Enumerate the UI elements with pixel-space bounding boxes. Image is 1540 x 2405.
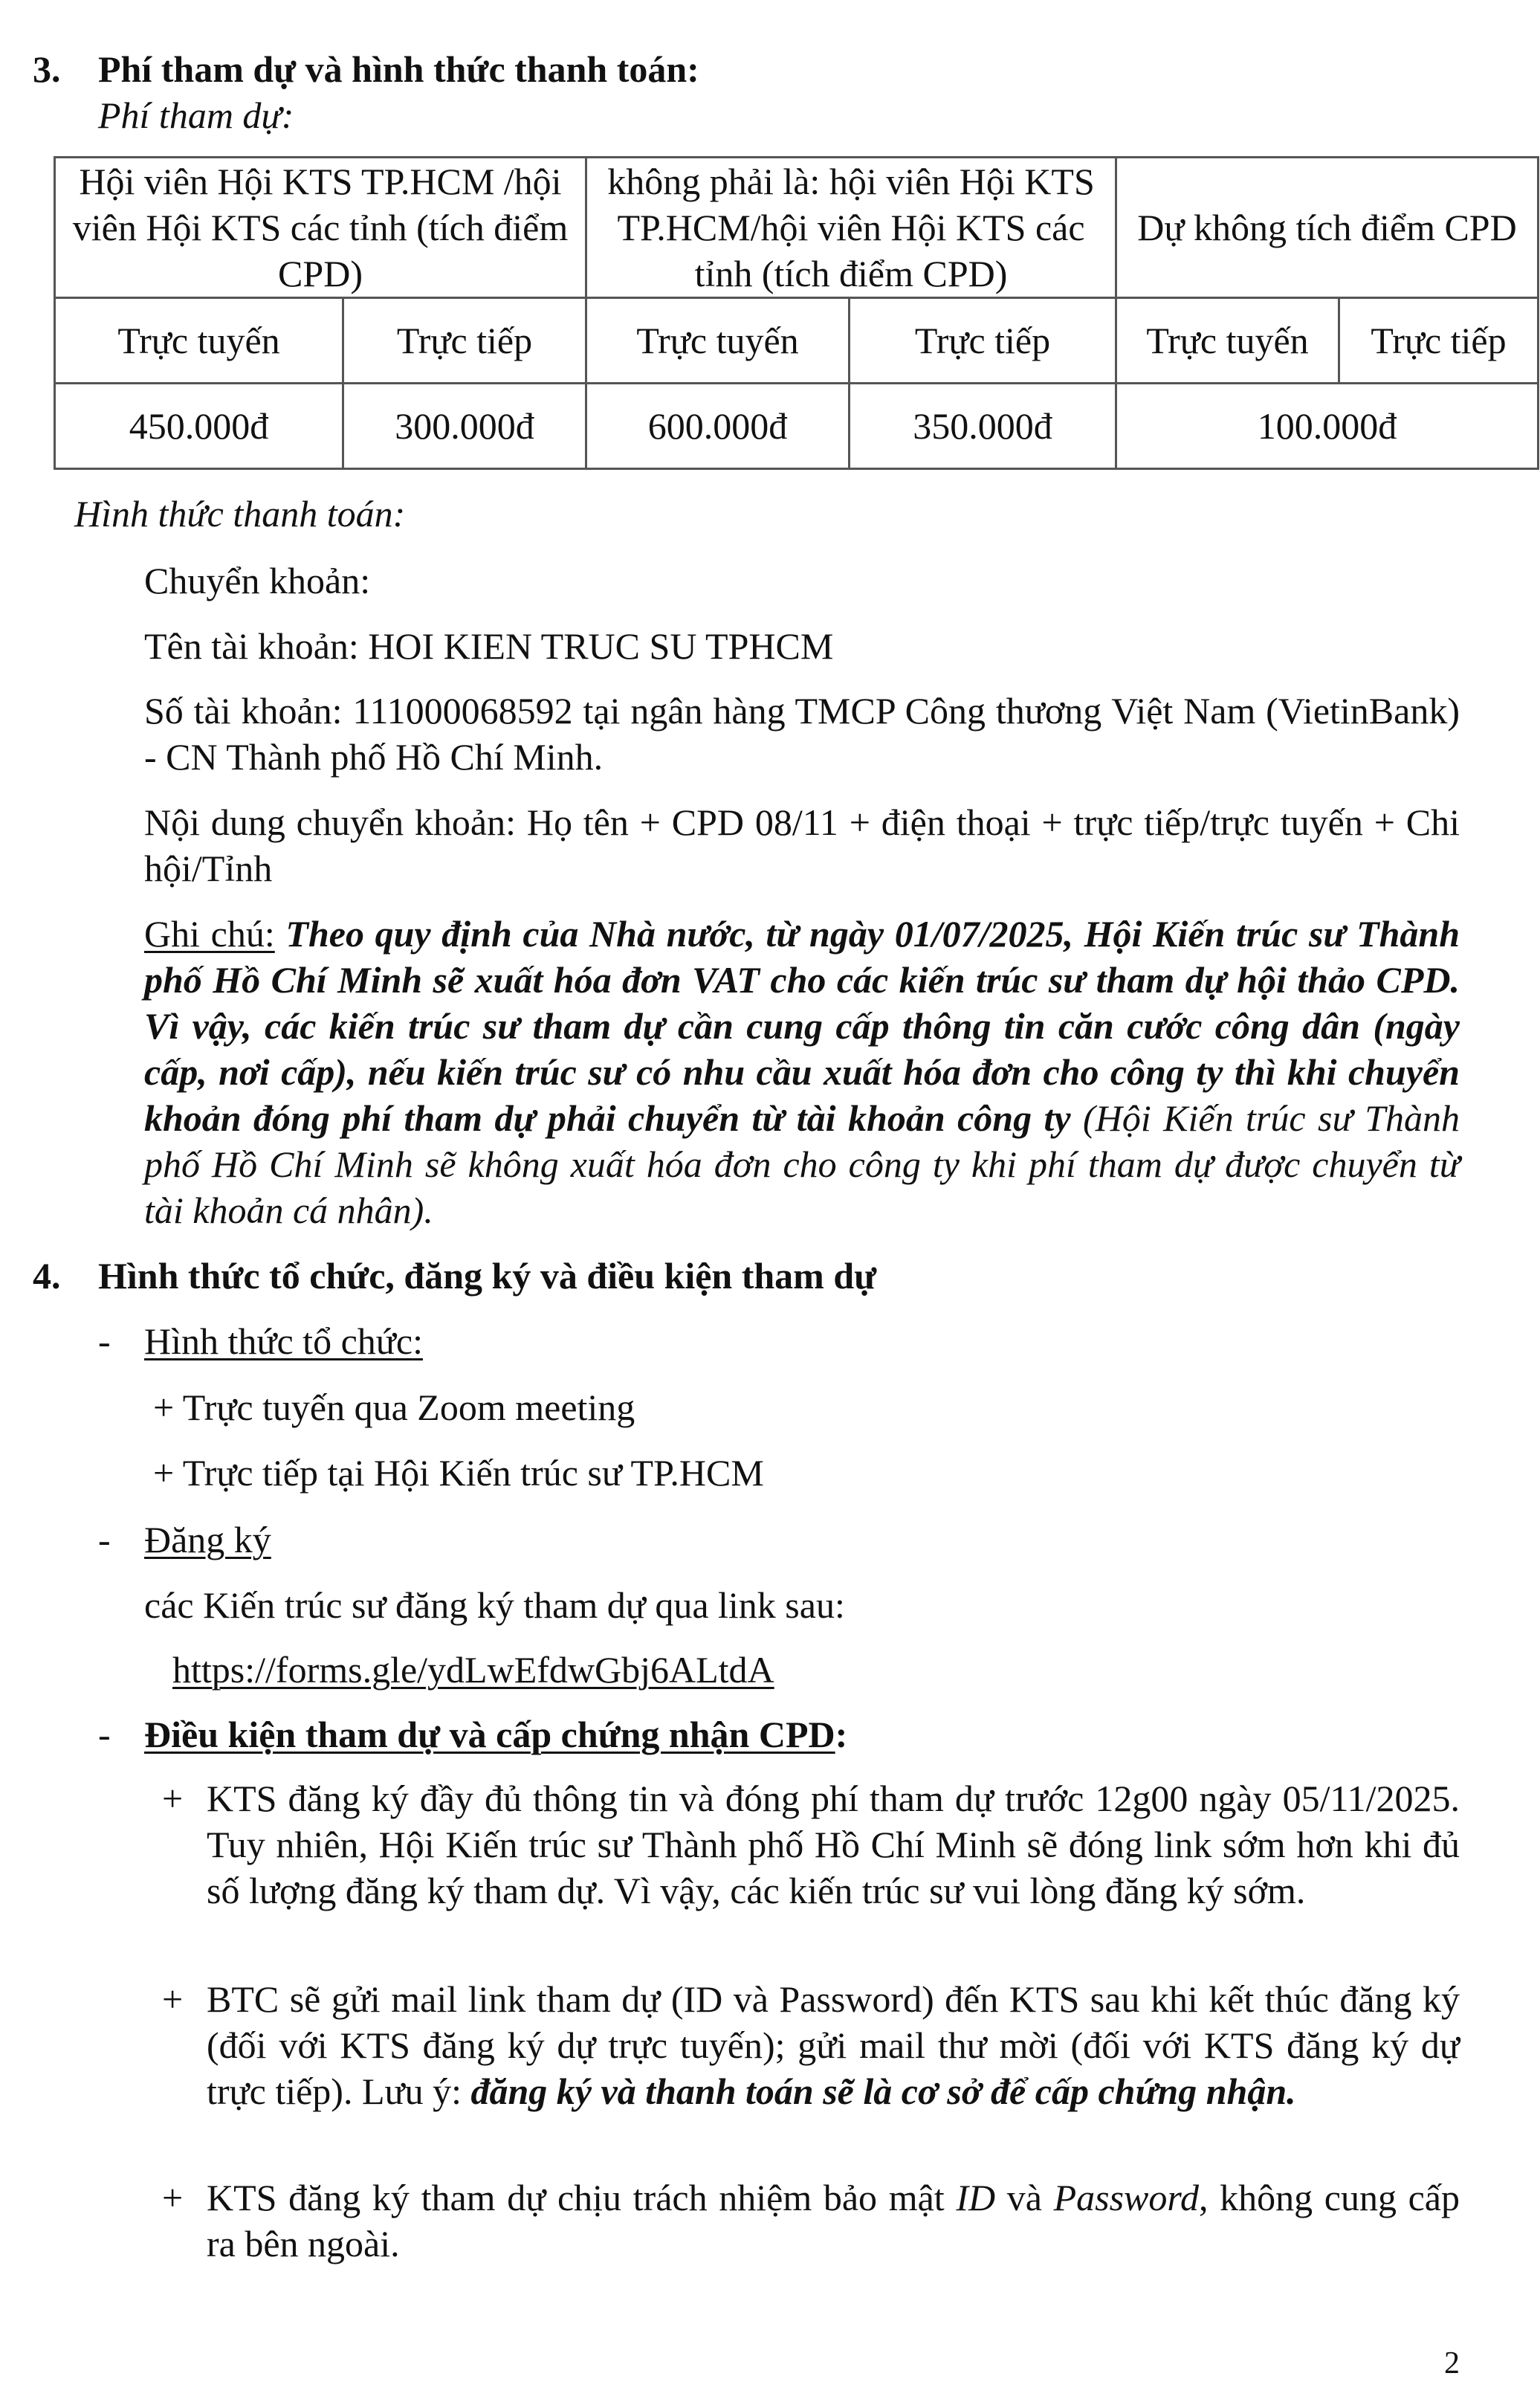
section-4-number: 4.: [33, 1255, 61, 1297]
account-name: Tên tài khoản: HOI KIEN TRUC SU TPHCM: [144, 625, 834, 667]
condition-text-part: và: [995, 2177, 1054, 2218]
price-cell: 600.000đ: [586, 384, 850, 469]
dash-bullet: -: [98, 1714, 111, 1755]
plus-bullet: +: [162, 1778, 184, 1819]
account-number: Số tài khoản: 111000068592 tại ngân hàng TMCP Công thương Việt Nam (VietinBank) - CN Thành phố Hồ Chí Minh.: [144, 690, 1460, 778]
payment-subtitle: Hình thức thanh toán:: [74, 493, 406, 535]
plus-bullet: +: [162, 2177, 184, 2218]
condition-item: [162, 2175, 1460, 2267]
table-row: [55, 384, 1539, 469]
table-row: [55, 158, 1539, 298]
organization-item-in-person: + Trực tiếp tại Hội Kiến trúc sư TP.HCM: [153, 1452, 764, 1494]
dash-bullet: -: [98, 1519, 111, 1560]
header-no-cpd-group: Dự không tích điểm CPD: [1116, 158, 1539, 298]
mode-cell: Trực tiếp: [1339, 298, 1539, 384]
mode-cell: Trực tuyến: [55, 298, 343, 384]
organization-colon: :: [412, 1320, 423, 1362]
condition-text-part: KTS đăng ký tham dự chịu trách nhiệm bảo mật: [207, 2177, 957, 2218]
table-row: [55, 298, 1539, 384]
transfer-content: Nội dung chuyển khoản: Họ tên + CPD 08/11 + điện thoại + trực tiếp/trực tuyến + Chi hội/Tỉnh: [144, 801, 1460, 889]
note-italic: (Hội Kiến trúc sư Thành phố Hồ Chí Minh sẽ không xuất hóa đơn cho công ty khi phí tham dự được chuyển từ tài khoản cá nhân).: [144, 1097, 1460, 1231]
condition-text-id: ID: [956, 2177, 996, 2218]
note-label: Ghi chú:: [144, 913, 275, 955]
dash-bullet: -: [98, 1320, 111, 1362]
condition-text: [207, 1976, 1460, 2114]
organization-heading: [144, 1318, 423, 1364]
mode-cell: Trực tiếp: [343, 298, 586, 384]
organization-item-online: + Trực tuyến qua Zoom meeting: [153, 1386, 635, 1428]
condition-text-emphasis: đăng ký và thanh toán sẽ là cơ sở để cấp chứng nhận.: [470, 2070, 1296, 2112]
registration-text: các Kiến trúc sư đăng ký tham dự qua link sau:: [144, 1584, 845, 1626]
condition-text-part: , không cung cấp ra bên ngoài.: [207, 2177, 1460, 2264]
mode-cell: Trực tuyến: [1116, 298, 1339, 384]
section-3-number: 3.: [33, 48, 61, 90]
price-cell: 450.000đ: [55, 384, 343, 469]
condition-text: [207, 2175, 1460, 2267]
price-cell: 300.000đ: [343, 384, 586, 469]
registration-link[interactable]: https://forms.gle/ydLwEfdwGbj6ALtdA: [172, 1649, 774, 1691]
registration-heading: Đăng ký: [144, 1519, 271, 1560]
page-number: 2: [1444, 2346, 1460, 2380]
condition-item: [162, 1775, 1460, 1914]
price-cell: 100.000đ: [1116, 384, 1539, 469]
price-cell: 350.000đ: [850, 384, 1116, 469]
conditions-heading: [144, 1711, 847, 1757]
organization-label: Hình thức tổ chức: [144, 1320, 413, 1362]
header-member-group: Hội viên Hội KTS TP.HCM /hội viên Hội KTS các tỉnh (tích điểm CPD): [55, 158, 586, 298]
conditions-colon: :: [835, 1714, 848, 1755]
condition-text-plain: BTC sẽ gửi mail link tham dự (ID và Password) đến KTS sau khi kết thúc đăng ký (đối với KTS đăng ký dự trực tuyến); gửi mail thư mời (đối với KTS đăng ký dự trực tiếp). Lưu ý:: [207, 1978, 1460, 2112]
note-bold-italic: Theo quy định của Nhà nước, từ ngày 01/07/2025, Hội Kiến trúc sư Thành phố Hồ Chí Minh sẽ xuất hóa đơn VAT cho các kiến trúc sư tham dự hội thảo CPD. Vì vậy, các kiến trúc sư tham dự cần cung cấp thông tin căn cước công dân (ngày cấp, nơi cấp), nếu kiến trúc sư có nhu cầu xuất hóa đơn cho công ty thì khi chuyển khoản đóng phí tham dự phải chuyển từ tài khoản công ty: [144, 913, 1460, 1139]
mode-cell: Trực tuyến: [586, 298, 850, 384]
payment-note: [144, 911, 1460, 1233]
condition-text: KTS đăng ký đầy đủ thông tin và đóng phí tham dự trước 12g00 ngày 05/11/2025. Tuy nhiên, Hội Kiến trúc sư Thành phố Hồ Chí Minh sẽ đóng link sớm hơn khi đủ số lượng đăng ký tham dự. Vì vậy, các kiến trúc sư vui lòng đăng ký sớm.: [207, 1778, 1460, 1911]
transfer-label: Chuyển khoản:: [144, 560, 371, 601]
fee-subtitle: Phí tham dự:: [98, 94, 294, 136]
header-non-member-group: không phải là: hội viên Hội KTS TP.HCM/hội viên Hội KTS các tỉnh (tích điểm CPD): [586, 158, 1116, 298]
condition-item: [162, 1976, 1460, 2114]
condition-text-password: Password: [1053, 2177, 1199, 2218]
section-4-title: Hình thức tổ chức, đăng ký và điều kiện tham dự: [98, 1255, 877, 1297]
fee-table: [54, 156, 1539, 470]
conditions-label: Điều kiện tham dự và cấp chứng nhận CPD: [144, 1714, 835, 1755]
section-3-title: Phí tham dự và hình thức thanh toán:: [98, 48, 699, 90]
mode-cell: Trực tiếp: [850, 298, 1116, 384]
plus-bullet: +: [162, 1978, 184, 2020]
